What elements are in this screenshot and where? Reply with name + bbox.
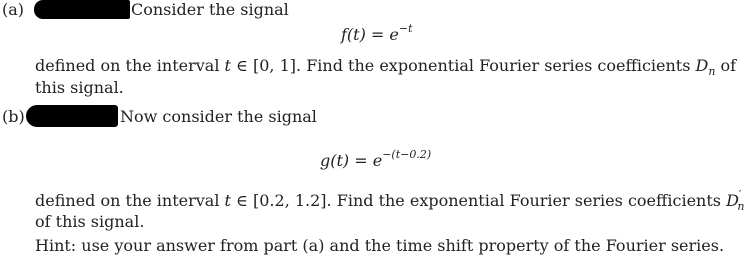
part-a-line-1-interval: ∈ [0, 1]. Find the exponential Fourier series coefficients xyxy=(230,56,696,75)
part-a-coef-sub: n xyxy=(708,65,716,78)
part-b-hint: Hint: use your answer from part (a) and the time shift property of the Fourier series. xyxy=(35,236,725,255)
part-b-intro: Now consider the signal xyxy=(120,107,317,126)
part-a-intro: Consider the signal xyxy=(131,0,289,19)
part-a-formula-exponent: −t xyxy=(398,22,413,35)
part-a-line-1-post: of xyxy=(715,56,737,75)
part-a-label: (a) xyxy=(2,0,25,19)
part-a-formula xyxy=(341,22,413,45)
part-a-line-2: this signal. xyxy=(35,78,124,97)
part-b-coef-prime: ′ xyxy=(738,188,742,201)
part-b-coef-sub: n xyxy=(737,200,744,213)
part-b-line-1-interval: ∈ [0.2, 1.2]. Find the exponential Fourier series coefficients xyxy=(230,191,727,210)
redaction-mark-b xyxy=(26,105,118,127)
part-b-line-1 xyxy=(35,188,744,213)
part-b-formula-exponent: −(t−0.2) xyxy=(382,148,432,161)
part-a-line-1-pre: defined on the interval xyxy=(35,56,225,75)
part-a-coef: D xyxy=(695,56,709,75)
part-b-label: (b) xyxy=(2,107,25,126)
part-b-formula xyxy=(320,148,432,171)
part-a-formula-lhs: f(t) = e xyxy=(341,25,399,44)
part-b-line-2: of this signal. xyxy=(35,212,145,231)
part-b-line-1-pre: defined on the interval xyxy=(35,191,225,210)
part-a-line-1 xyxy=(35,56,736,76)
part-a-line-1-var: t xyxy=(224,56,231,75)
part-b-formula-lhs: g(t) = e xyxy=(320,151,383,170)
part-b-coef: D xyxy=(726,191,739,210)
redaction-mark-a xyxy=(34,0,130,19)
part-b-line-1-var: t xyxy=(224,191,231,210)
